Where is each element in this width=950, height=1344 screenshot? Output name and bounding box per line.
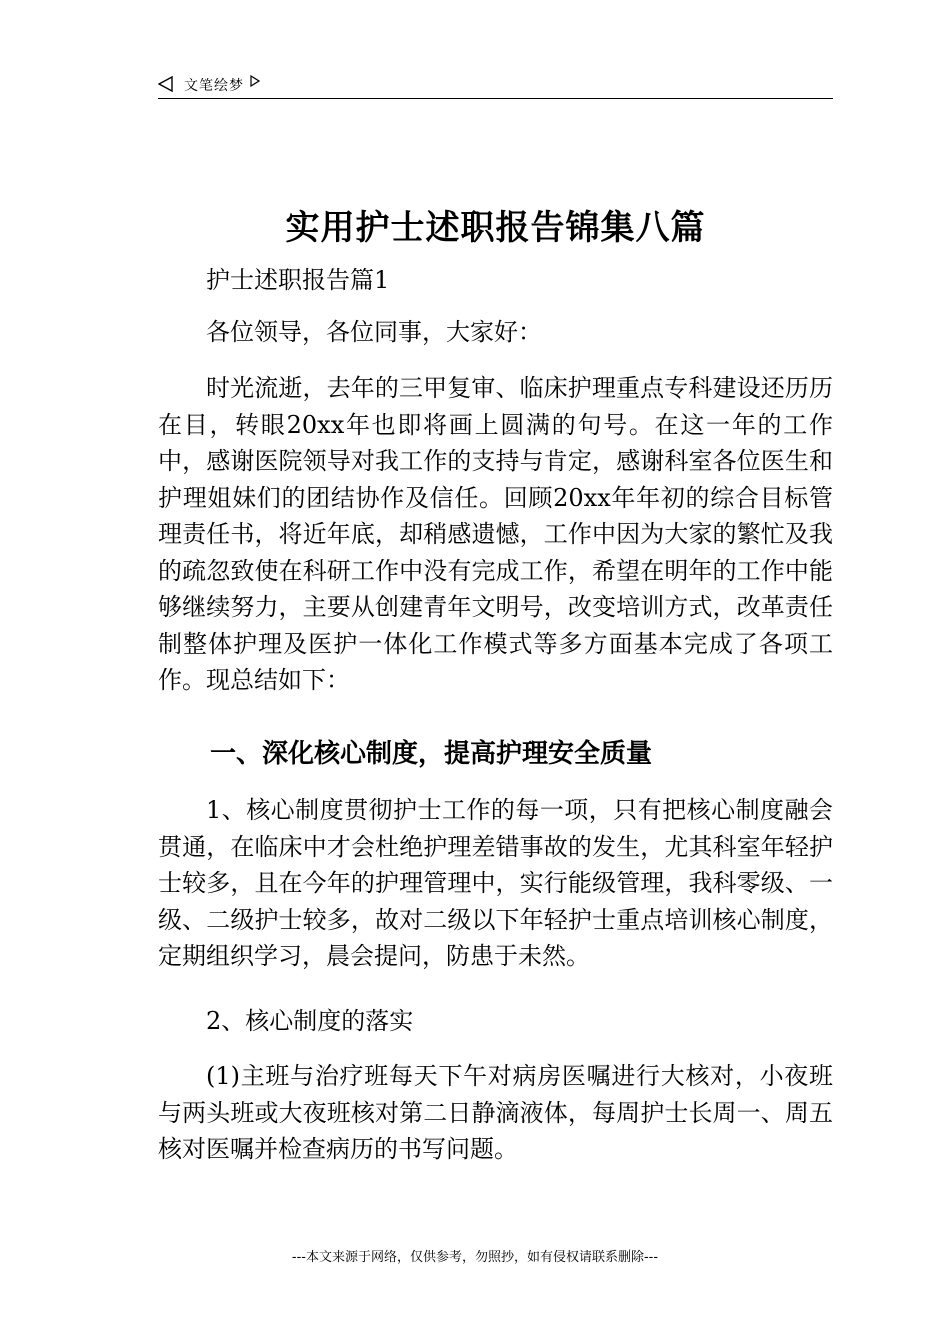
document-subtitle: 护士述职报告篇1: [206, 266, 390, 294]
item-2-paragraph: 2、核心制度的落实: [206, 1007, 414, 1035]
footer-disclaimer: ---本文来源于网络，仅供参考，勿照抄，如有侵权请联系删除---: [291, 1250, 659, 1265]
document-title: 实用护士述职报告锦集八篇: [285, 208, 706, 248]
intro-paragraph: 时光流逝，去年的三甲复审、临床护理重点专科建设还历历在目，转眼20xx年也即将画上圆满的句号。在这一年的工作中，感谢医院领导对我工作的支持与肯定，感谢科室各位医生和护理姐妹们的团结协作及信任。回顾20xx年年初的综合目标管理责任书，将近年底，却稍感遗憾，工作中因为大家的繁忙及我的疏忽致使在科研工作中没有完成工作，希望在明年的工作中能够继续努力，主要从创建青年文明号，改变培训方式，改革责任制整体护理及医护一体化工作模式等多方面基本完成了各项工作。现总结如下：: [158, 374, 833, 694]
item-1-paragraph: 1、核心制度贯彻护士工作的每一项，只有把核心制度融会贯通，在临床中才会杜绝护理差错事故的发生，尤其科室年轻护士较多，且在今年的护理管理中，实行能级管理，我科零级、一级、二级护士较多，故对二级以下年轻护士重点培训核心制度，定期组织学习，晨会提问，防患于未然。: [158, 796, 833, 970]
triangle-left-icon: [158, 76, 174, 92]
section-heading: 一、深化核心制度，提高护理安全质量: [210, 739, 653, 769]
item-2-1-paragraph: (1)主班与治疗班每天下午对病房医嘱进行大核对，小夜班与两头班或大夜班核对第二日静滴液体，每周护士长周一、周五核对医嘱并检查病历的书写问题。: [158, 1062, 833, 1163]
page-header: [158, 72, 833, 99]
greeting: 各位领导，各位同事，大家好：: [206, 318, 542, 346]
header-brand: 文笔绘梦: [184, 78, 244, 94]
triangle-right-icon: [250, 75, 260, 87]
